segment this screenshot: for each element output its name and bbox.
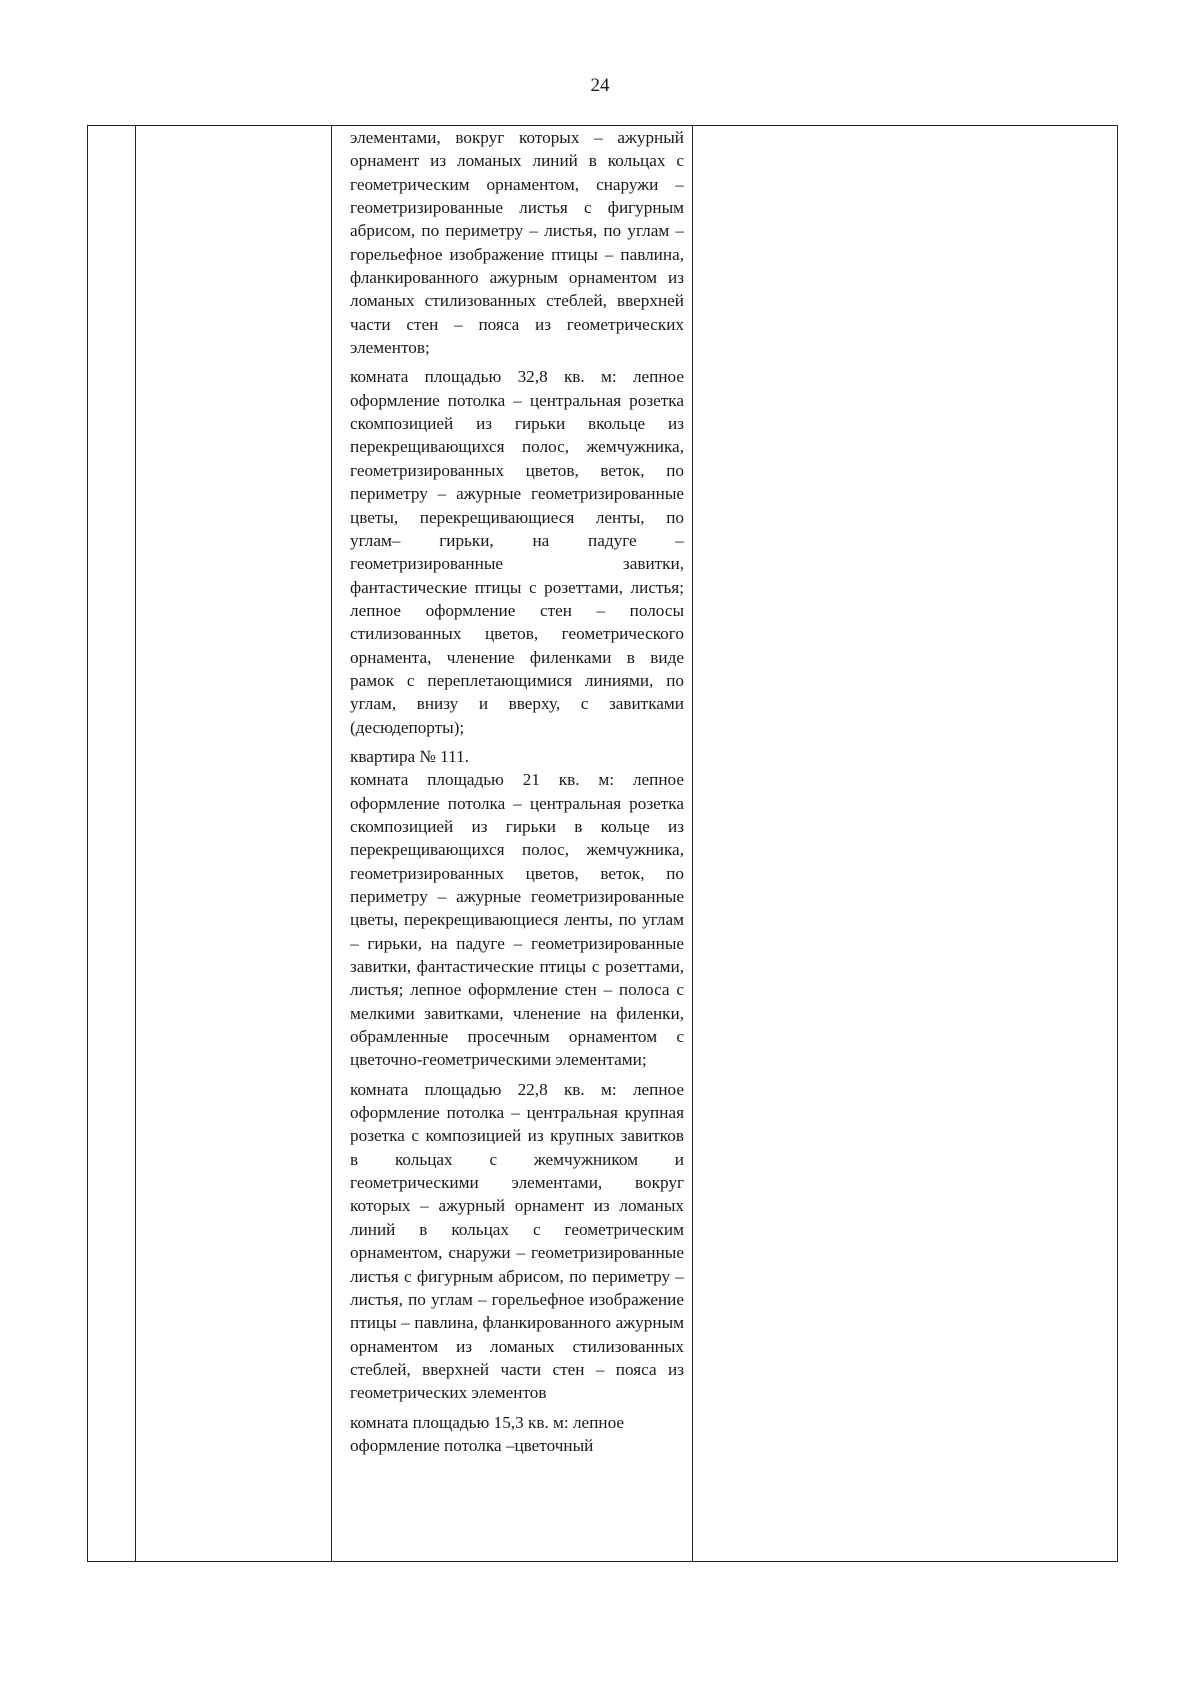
number-cell — [88, 126, 136, 1562]
notes-cell — [693, 126, 1118, 1562]
page-number: 24 — [590, 75, 610, 96]
description-paragraph: комната площадью 32,8 кв. м: лепное оформление потолка – центральная розетка скомпозицией из гирьки вкольце из перекрещивающихся полос, жемчужника, геометризированных цветов, веток, по периметру – ажурные геометризированные цветы, перекрещивающиеся ленты, по углам– гирьки, на падуге –геометризированные завитки, фантастические птицы с розеттами, листья; лепное оформление стен – полосы стилизованных цветов, геометрического орнамента, членение филенками в виде рамок с переплетающимися линиями, по углам, внизу и вверху, с завитками (десюдепорты); — [350, 367, 684, 737]
description-paragraph: комната площадью 15,3 кв. м: лепное оформление потолка –цветочный — [350, 1412, 625, 1455]
table-row — [88, 126, 1118, 1562]
description-paragraph: квартира № 111. комната площадью 21 кв. м: лепное оформление потолка – центральная розетка скомпозицией из гирьки в кольце из перекрещивающихся полос, жемчужника, геометризированных цветов, веток, по периметру – ажурные геометризированные цветы, перекрещивающиеся ленты, по углам – гирьки, на падуге – геометризированные завитки, фантастические птицы с розеттами, листья; лепное оформление стен – полоса с мелкими завитками, членение на филенки, обрамленные просечным орнаментом с цветочно-геометрическими элементами; — [350, 746, 684, 1070]
object-name-cell — [136, 126, 332, 1562]
description-paragraph: комната площадью 22,8 кв. м: лепное оформление потолка – центральная крупная розетка с композицией из крупных завитков в кольцах с жемчужником и геометрическими элементами, вокруг которых – ажурный орнамент из ломаных линий в кольцах с геометрическим орнаментом, снаружи – геометризированные листья с фигурным абрисом, по периметру – листья, по углам – горельефное изображение птицы – павлина, фланкированного ажурным орнаментом из ломаных стилизованных стеблей, вверхней части стен – пояса из геометрических элементов — [350, 1079, 684, 1403]
heritage-elements-table — [87, 125, 1118, 1562]
description-paragraph: элементами, вокруг которых – ажурный орнамент из ломаных линий в кольцах с геометрическим орнаментом, снаружи – геометризированные листья с фигурным абрисом, по периметру – листья, по углам – горельефное изображение птицы – павлина, фланкированного ажурным орнаментом из ломаных стилизованных стеблей, вверхней части стен – пояса из геометрических элементов; — [350, 128, 684, 358]
description-cell — [332, 126, 693, 1562]
